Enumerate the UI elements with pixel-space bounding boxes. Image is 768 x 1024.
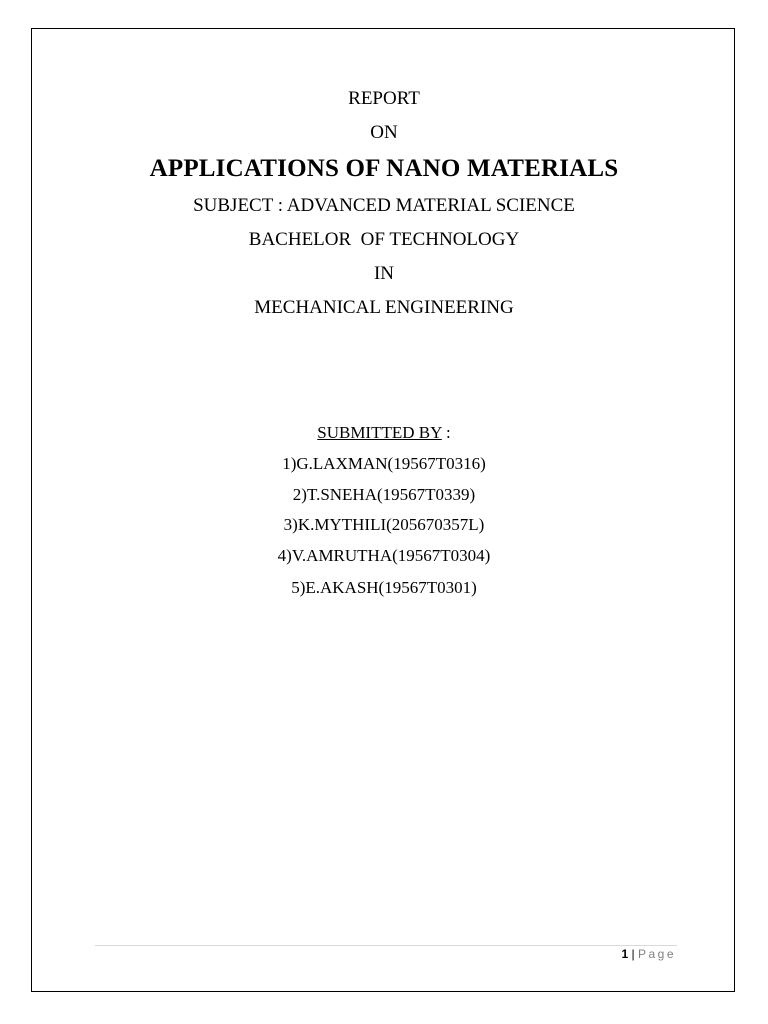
report-heading: REPORT (348, 88, 420, 109)
submitted-by-heading (0, 423, 768, 443)
page-divider: | (628, 947, 638, 961)
degree-line: BACHELOR OF TECHNOLOGY (248, 229, 520, 250)
page-word: Page (637, 947, 676, 961)
branch-line: MECHANICAL ENGINEERING (254, 297, 514, 318)
on-heading: ON (370, 122, 398, 143)
report-title: APPLICATIONS OF NANO MATERIALS (149, 155, 619, 182)
subject-line: SUBJECT : ADVANCED MATERIAL SCIENCE (193, 195, 575, 216)
page-footer (621, 947, 676, 961)
member-item: 5)E.AKASH(19567T0301) (291, 578, 477, 597)
member-item: 4)V.AMRUTHA(19567T0304) (277, 546, 491, 565)
footer-divider (95, 945, 677, 946)
submitted-by-label: SUBMITTED BY (317, 423, 442, 442)
submitted-by-separator: : (441, 423, 451, 442)
member-item: 3)K.MYTHILI(205670357L) (283, 515, 485, 534)
member-item: 2)T.SNEHA(19567T0339) (292, 485, 476, 504)
in-line: IN (373, 263, 395, 284)
member-item: 1)G.LAXMAN(19567T0316) (282, 454, 486, 473)
page-number: 1 (621, 947, 629, 961)
